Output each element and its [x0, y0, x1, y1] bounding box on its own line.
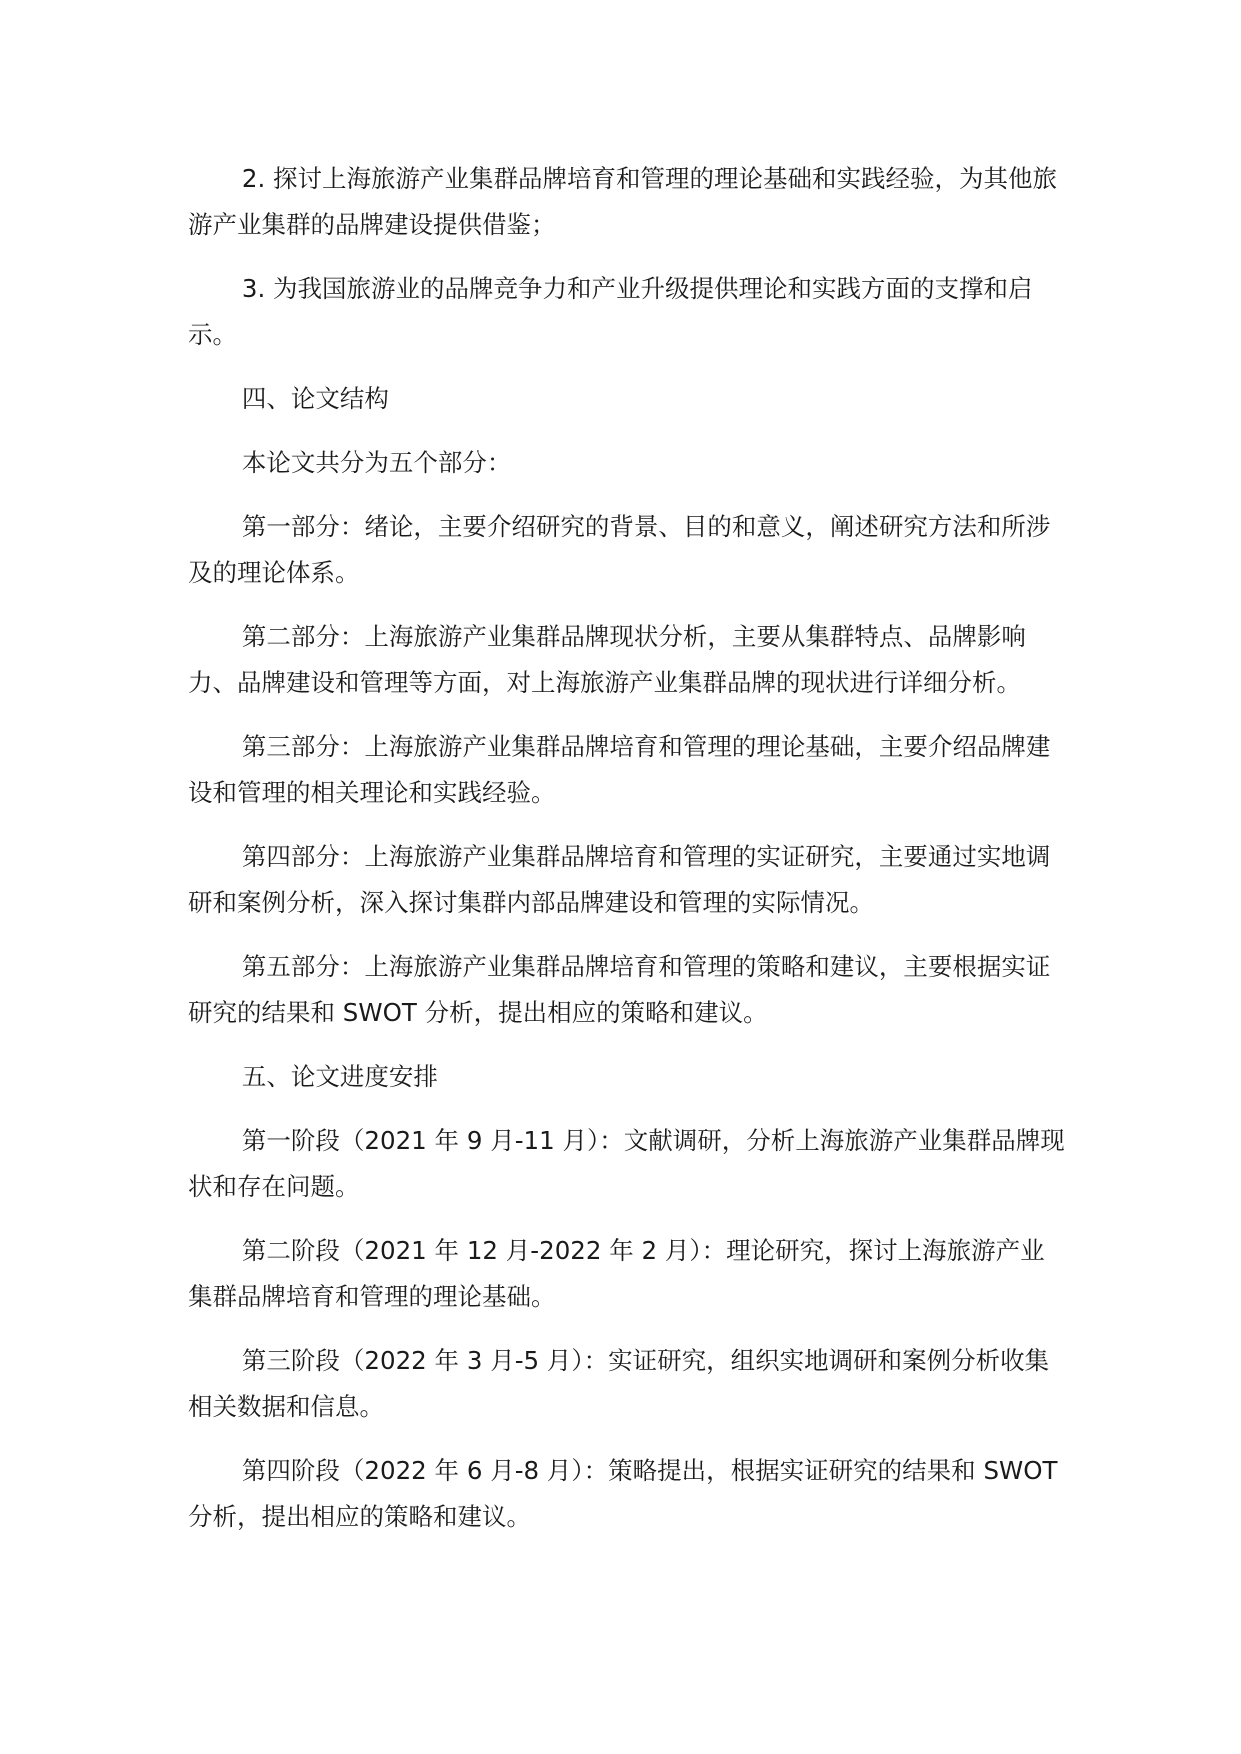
structure-part-3: 第三部分：上海旅游产业集群品牌培育和管理的理论基础，主要介绍品牌建设和管理的相关理论和实践经验。: [188, 732, 1051, 807]
schedule-stage-3: 第三阶段（2022 年 3 月-5 月）：实证研究，组织实地调研和案例分析收集相关数据和信息。: [188, 1346, 1050, 1421]
structure-part-1: 第一部分：绪论，主要介绍研究的背景、目的和意义，阐述研究方法和所涉及的理论体系。: [188, 512, 1051, 587]
objective-item-2: 2. 探讨上海旅游产业集群品牌培育和管理的理论基础和实践经验，为其他旅游产业集群的品牌建设提供借鉴；: [188, 164, 1058, 239]
schedule-stage-2: 第二阶段（2021 年 12 月-2022 年 2 月）：理论研究，探讨上海旅游产业集群品牌培育和管理的理论基础。: [188, 1236, 1045, 1311]
structure-intro: 本论文共分为五个部分：: [241, 448, 512, 477]
document-page: [188, 156, 1068, 1558]
structure-part-4: 第四部分：上海旅游产业集群品牌培育和管理的实证研究，主要通过实地调研和案例分析，深入探讨集群内部品牌建设和管理的实际情况。: [188, 842, 1051, 917]
schedule-stage-1: 第一阶段（2021 年 9 月-11 月）：文献调研，分析上海旅游产业集群品牌现状和存在问题。: [188, 1126, 1065, 1201]
section-heading-structure: 四、论文结构: [241, 384, 389, 413]
objective-item-3: 3. 为我国旅游业的品牌竞争力和产业升级提供理论和实践方面的支撑和启示。: [188, 274, 1033, 349]
section-heading-schedule: 五、论文进度安排: [241, 1062, 438, 1091]
structure-part-2: 第二部分：上海旅游产业集群品牌现状分析，主要从集群特点、品牌影响力、品牌建设和管理等方面，对上海旅游产业集群品牌的现状进行详细分析。: [188, 622, 1026, 697]
schedule-stage-4: 第四阶段（2022 年 6 月-8 月）：策略提出，根据实证研究的结果和 SWOT 分析，提出相应的策略和建议。: [188, 1456, 1066, 1531]
structure-part-5: 第五部分：上海旅游产业集群品牌培育和管理的策略和建议，主要根据实证研究的结果和 SWOT 分析，提出相应的策略和建议。: [188, 952, 1051, 1027]
